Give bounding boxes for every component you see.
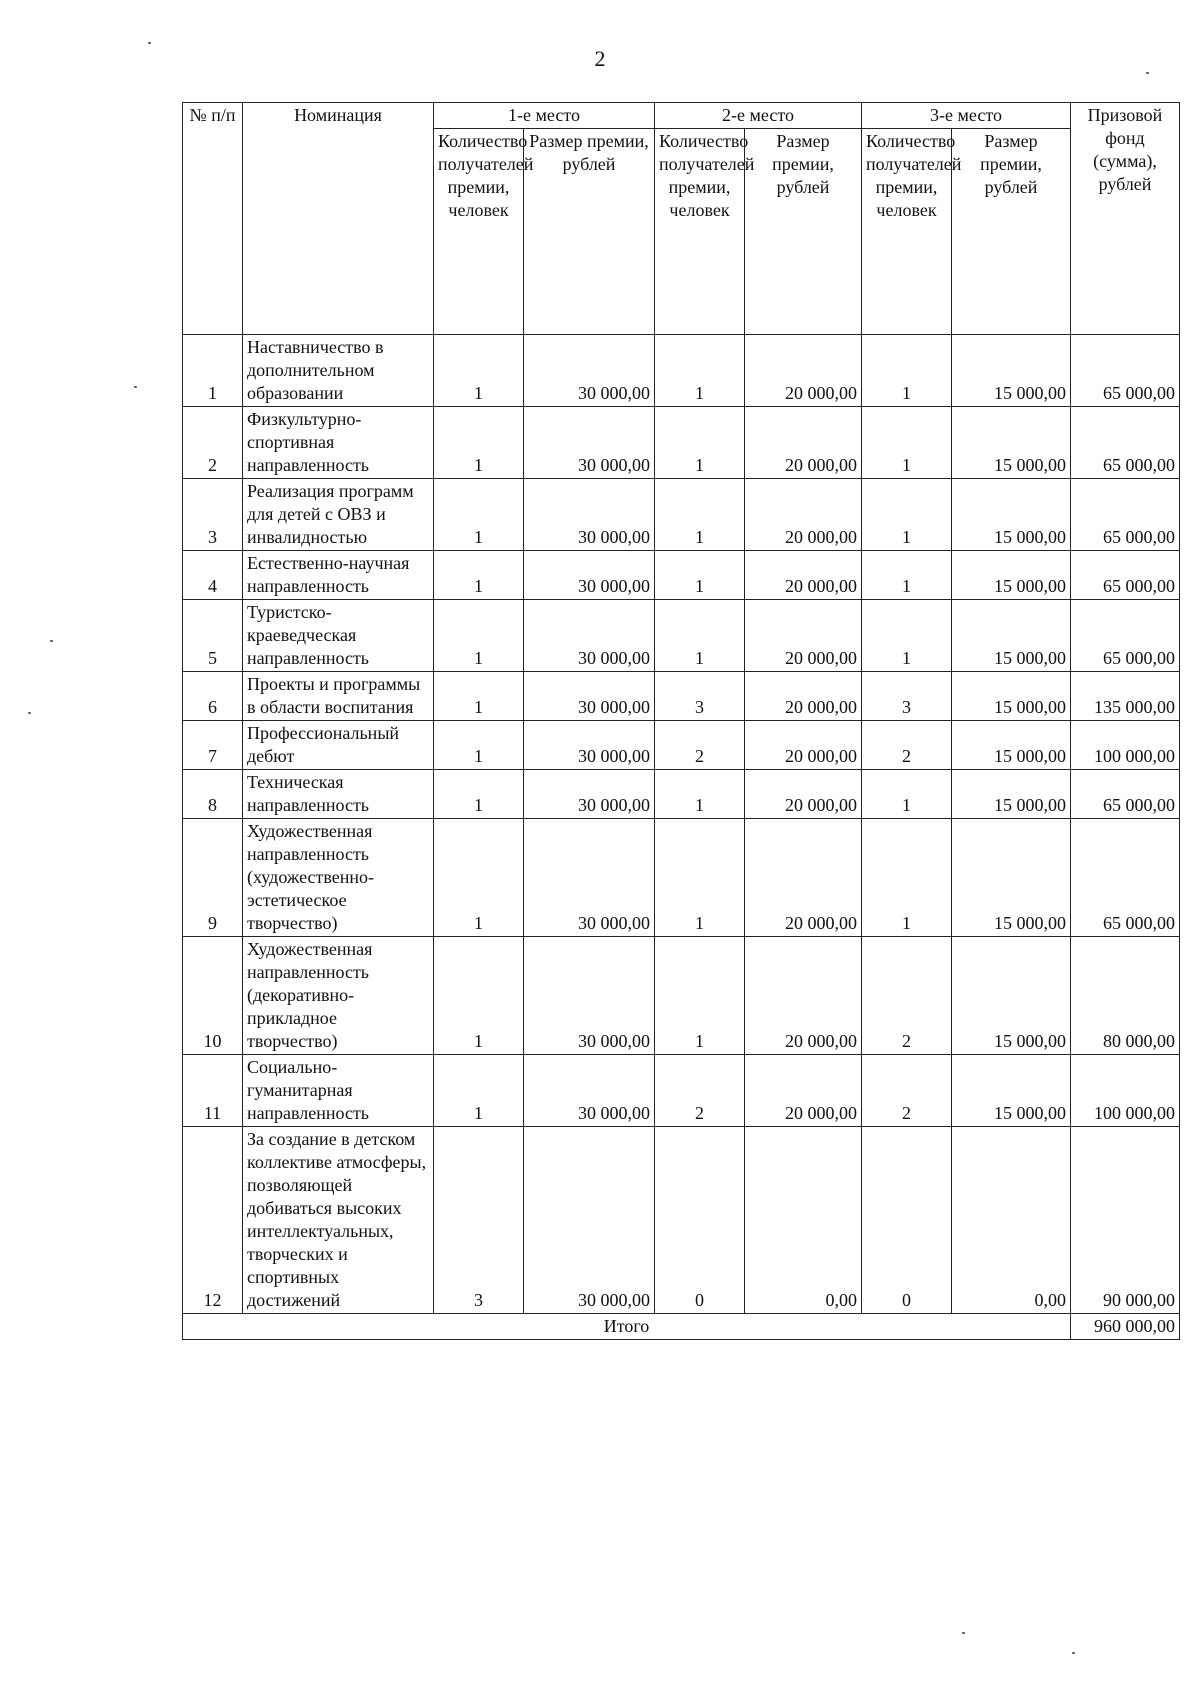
place-2-amount: 20 000,00 bbox=[745, 600, 862, 672]
scan-speck bbox=[962, 1632, 965, 1634]
place-1-amount: 30 000,00 bbox=[524, 1127, 655, 1314]
nomination-name: Проекты и программы в области воспитания bbox=[243, 672, 434, 721]
table-row bbox=[183, 1127, 1180, 1314]
place-1-count: 1 bbox=[434, 479, 524, 551]
table-row bbox=[183, 721, 1180, 770]
place-2-count: 2 bbox=[655, 1055, 745, 1127]
place-2-amount: 20 000,00 bbox=[745, 770, 862, 819]
place-3-amount: 15 000,00 bbox=[952, 335, 1071, 407]
place-1-amount: 30 000,00 bbox=[524, 770, 655, 819]
row-number: 2 bbox=[183, 407, 243, 479]
place-2-count: 1 bbox=[655, 551, 745, 600]
row-number: 8 bbox=[183, 770, 243, 819]
place-3-amount: 15 000,00 bbox=[952, 937, 1071, 1055]
place-2-count: 1 bbox=[655, 600, 745, 672]
prize-fund-sum: 65 000,00 bbox=[1071, 335, 1180, 407]
place-3-amount: 0,00 bbox=[952, 1127, 1071, 1314]
place-1-count: 1 bbox=[434, 551, 524, 600]
place-1-count: 1 bbox=[434, 672, 524, 721]
place-2-count: 1 bbox=[655, 479, 745, 551]
place-1-amount: 30 000,00 bbox=[524, 937, 655, 1055]
place-2-count: 2 bbox=[655, 721, 745, 770]
place-2-amount: 20 000,00 bbox=[745, 672, 862, 721]
scan-speck bbox=[134, 386, 137, 388]
prize-fund-sum: 65 000,00 bbox=[1071, 770, 1180, 819]
table-row bbox=[183, 335, 1180, 407]
place-1-count: 1 bbox=[434, 407, 524, 479]
header-nomination: Номинация bbox=[243, 103, 434, 335]
table-row bbox=[183, 819, 1180, 937]
header-place-2: 2-е место bbox=[655, 103, 862, 129]
row-number: 1 bbox=[183, 335, 243, 407]
nomination-name: Физкультурно-спортивная направленность bbox=[243, 407, 434, 479]
place-1-amount: 30 000,00 bbox=[524, 600, 655, 672]
table-header bbox=[183, 103, 1180, 335]
prize-fund-sum: 135 000,00 bbox=[1071, 672, 1180, 721]
prize-fund-sum: 90 000,00 bbox=[1071, 1127, 1180, 1314]
place-3-count: 2 bbox=[862, 937, 952, 1055]
nomination-name: Художественная направленность (художественно-эстетическое творчество) bbox=[243, 819, 434, 937]
place-2-count: 1 bbox=[655, 335, 745, 407]
nomination-name: Социально-гуманитарная направленность bbox=[243, 1055, 434, 1127]
place-1-amount: 30 000,00 bbox=[524, 1055, 655, 1127]
header-recipients-count-3: Количество получателей премии, человек bbox=[862, 129, 952, 335]
header-recipients-count-2: Количество получателей премии, человек bbox=[655, 129, 745, 335]
place-1-amount: 30 000,00 bbox=[524, 335, 655, 407]
nomination-name: Наставничество в дополнительном образовании bbox=[243, 335, 434, 407]
place-3-amount: 15 000,00 bbox=[952, 1055, 1071, 1127]
place-2-amount: 20 000,00 bbox=[745, 407, 862, 479]
place-1-count: 1 bbox=[434, 335, 524, 407]
total-row bbox=[183, 1314, 1180, 1340]
scan-speck bbox=[148, 42, 151, 44]
prize-fund-sum: 65 000,00 bbox=[1071, 600, 1180, 672]
place-3-count: 2 bbox=[862, 721, 952, 770]
scan-speck bbox=[50, 640, 53, 642]
total-label: Итого bbox=[183, 1314, 1071, 1340]
place-1-count: 3 bbox=[434, 1127, 524, 1314]
place-2-count: 3 bbox=[655, 672, 745, 721]
place-1-amount: 30 000,00 bbox=[524, 407, 655, 479]
place-3-amount: 15 000,00 bbox=[952, 551, 1071, 600]
nomination-name: Техническая направленность bbox=[243, 770, 434, 819]
place-2-count: 1 bbox=[655, 819, 745, 937]
scan-speck bbox=[28, 712, 31, 714]
place-2-amount: 20 000,00 bbox=[745, 479, 862, 551]
header-recipients-count-1: Количество получателей премии, человек bbox=[434, 129, 524, 335]
place-2-count: 1 bbox=[655, 770, 745, 819]
nomination-name: Художественная направленность (декоративно-прикладное творчество) bbox=[243, 937, 434, 1055]
place-3-count: 1 bbox=[862, 335, 952, 407]
place-3-amount: 15 000,00 bbox=[952, 479, 1071, 551]
nomination-name: Профессиональный дебют bbox=[243, 721, 434, 770]
table-row bbox=[183, 551, 1180, 600]
table-row bbox=[183, 407, 1180, 479]
prize-fund-sum: 80 000,00 bbox=[1071, 937, 1180, 1055]
row-number: 9 bbox=[183, 819, 243, 937]
row-number: 11 bbox=[183, 1055, 243, 1127]
place-3-amount: 15 000,00 bbox=[952, 672, 1071, 721]
place-3-count: 3 bbox=[862, 672, 952, 721]
place-1-count: 1 bbox=[434, 819, 524, 937]
header-prize-fund: Призовой фонд (сумма), рублей bbox=[1071, 103, 1180, 335]
row-number: 12 bbox=[183, 1127, 243, 1314]
header-place-1: 1-е место bbox=[434, 103, 655, 129]
place-1-amount: 30 000,00 bbox=[524, 721, 655, 770]
prize-fund-sum: 65 000,00 bbox=[1071, 551, 1180, 600]
place-1-count: 1 bbox=[434, 770, 524, 819]
place-1-amount: 30 000,00 bbox=[524, 479, 655, 551]
place-2-amount: 20 000,00 bbox=[745, 335, 862, 407]
place-1-count: 1 bbox=[434, 721, 524, 770]
place-2-count: 0 bbox=[655, 1127, 745, 1314]
row-number: 5 bbox=[183, 600, 243, 672]
place-2-amount: 20 000,00 bbox=[745, 1055, 862, 1127]
header-place-3: 3-е место bbox=[862, 103, 1071, 129]
table-row bbox=[183, 672, 1180, 721]
scan-speck bbox=[1146, 72, 1149, 74]
prize-fund-sum: 100 000,00 bbox=[1071, 1055, 1180, 1127]
page-number: 2 bbox=[594, 46, 606, 71]
place-2-amount: 20 000,00 bbox=[745, 721, 862, 770]
prize-fund-table bbox=[182, 102, 1180, 1340]
place-3-count: 1 bbox=[862, 479, 952, 551]
place-1-amount: 30 000,00 bbox=[524, 819, 655, 937]
nomination-name: Туристско-краеведческая направленность bbox=[243, 600, 434, 672]
row-number: 7 bbox=[183, 721, 243, 770]
place-3-count: 1 bbox=[862, 407, 952, 479]
place-2-amount: 20 000,00 bbox=[745, 551, 862, 600]
table-body bbox=[183, 335, 1180, 1340]
place-1-count: 1 bbox=[434, 600, 524, 672]
prize-fund-sum: 100 000,00 bbox=[1071, 721, 1180, 770]
table-row bbox=[183, 1055, 1180, 1127]
row-number: 10 bbox=[183, 937, 243, 1055]
row-number: 3 bbox=[183, 479, 243, 551]
scan-speck bbox=[1072, 1652, 1075, 1654]
place-1-count: 1 bbox=[434, 1055, 524, 1127]
place-3-amount: 15 000,00 bbox=[952, 407, 1071, 479]
table-row bbox=[183, 937, 1180, 1055]
place-1-amount: 30 000,00 bbox=[524, 551, 655, 600]
table-row bbox=[183, 770, 1180, 819]
table-row bbox=[183, 600, 1180, 672]
header-prize-amount-1: Размер премии, рублей bbox=[524, 129, 655, 335]
place-3-count: 1 bbox=[862, 600, 952, 672]
place-3-count: 0 bbox=[862, 1127, 952, 1314]
place-2-amount: 0,00 bbox=[745, 1127, 862, 1314]
place-3-count: 1 bbox=[862, 770, 952, 819]
place-3-amount: 15 000,00 bbox=[952, 721, 1071, 770]
place-3-amount: 15 000,00 bbox=[952, 600, 1071, 672]
place-2-count: 1 bbox=[655, 937, 745, 1055]
place-3-amount: 15 000,00 bbox=[952, 770, 1071, 819]
nomination-name: Реализация программ для детей с ОВЗ и инвалидностью bbox=[243, 479, 434, 551]
header-prize-amount-2: Размер премии, рублей bbox=[745, 129, 862, 335]
place-3-amount: 15 000,00 bbox=[952, 819, 1071, 937]
row-number: 4 bbox=[183, 551, 243, 600]
place-1-count: 1 bbox=[434, 937, 524, 1055]
place-2-count: 1 bbox=[655, 407, 745, 479]
place-3-count: 1 bbox=[862, 819, 952, 937]
place-2-amount: 20 000,00 bbox=[745, 937, 862, 1055]
prize-fund-sum: 65 000,00 bbox=[1071, 479, 1180, 551]
nomination-name: Естественно-научная направленность bbox=[243, 551, 434, 600]
table-row bbox=[183, 479, 1180, 551]
header-num: № п/п bbox=[183, 103, 243, 335]
place-3-count: 1 bbox=[862, 551, 952, 600]
place-1-amount: 30 000,00 bbox=[524, 672, 655, 721]
prize-fund-sum: 65 000,00 bbox=[1071, 819, 1180, 937]
place-2-amount: 20 000,00 bbox=[745, 819, 862, 937]
total-value: 960 000,00 bbox=[1071, 1314, 1180, 1340]
header-prize-amount-3: Размер премии, рублей bbox=[952, 129, 1071, 335]
place-3-count: 2 bbox=[862, 1055, 952, 1127]
prize-fund-sum: 65 000,00 bbox=[1071, 407, 1180, 479]
nomination-name: За создание в детском коллективе атмосферы, позволяющей добиваться высоких интеллектуальных, творческих и спортивных достижений bbox=[243, 1127, 434, 1314]
row-number: 6 bbox=[183, 672, 243, 721]
